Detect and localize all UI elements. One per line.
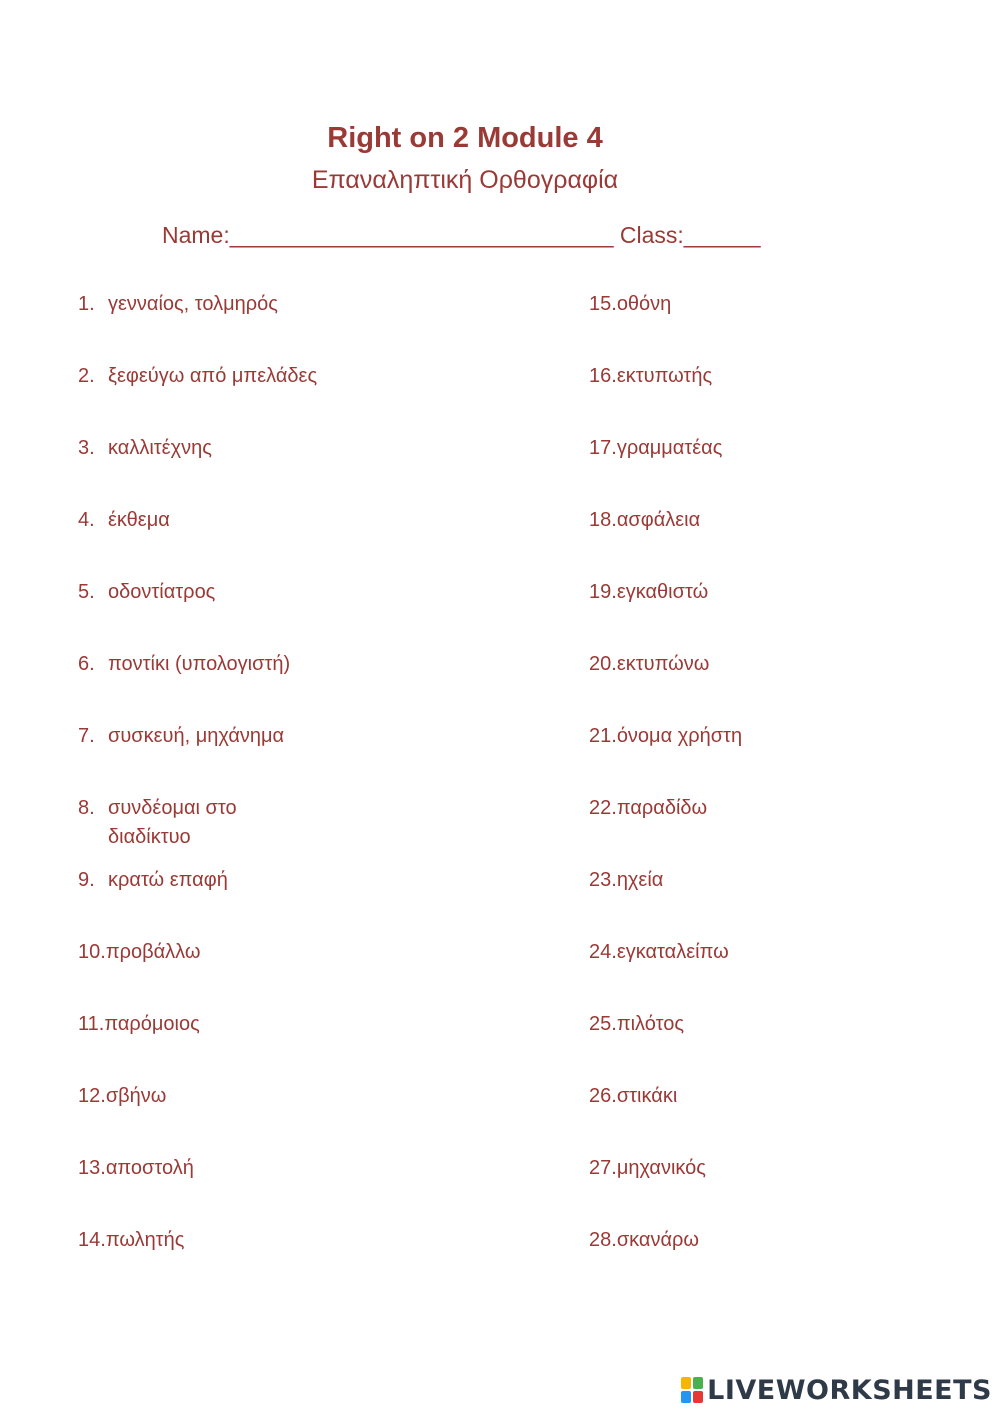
item-number: 22. <box>589 797 617 819</box>
item-text: ξεφεύγω από μπελάδες <box>108 365 318 387</box>
logo-text: LIVEWORKSHEETS <box>707 1374 992 1406</box>
item-number: 8. <box>78 797 95 819</box>
logo-mark-icon <box>681 1377 703 1403</box>
item-number: 21. <box>589 725 617 747</box>
list-item <box>78 362 498 434</box>
item-text: προβάλλω <box>105 941 201 963</box>
item-number: 19. <box>589 581 617 603</box>
item-number: 25. <box>589 1013 617 1035</box>
item-number: 6. <box>78 653 95 675</box>
item-number: 20. <box>589 653 617 675</box>
item-text: συνδέομαι στο διαδίκτυο <box>108 797 237 848</box>
item-text: οθόνη <box>616 293 672 315</box>
list-item <box>589 362 1000 434</box>
item-text: εκτυπωτής <box>616 365 713 387</box>
item-number: 11. <box>78 1013 105 1035</box>
item-text: γραμματέας <box>616 437 723 459</box>
item-number: 2. <box>78 365 95 387</box>
list-item <box>78 506 498 578</box>
list-item <box>78 434 498 506</box>
list-item <box>589 1010 1000 1082</box>
list-item <box>589 434 1000 506</box>
item-text: όνομα χρήστη <box>616 725 743 747</box>
item-number: 4. <box>78 509 95 531</box>
item-number: 9. <box>78 869 95 891</box>
right-word-list <box>589 290 1000 1298</box>
list-item <box>78 722 498 794</box>
item-text: εγκαταλείπω <box>616 941 729 963</box>
item-number: 12. <box>78 1085 106 1107</box>
item-number: 28. <box>589 1229 617 1251</box>
item-text: παρόμοιος <box>104 1013 200 1035</box>
item-text: γενναίος, τολμηρός <box>108 293 278 315</box>
list-item <box>589 578 1000 650</box>
list-item <box>589 1082 1000 1154</box>
item-text: σβήνω <box>105 1085 167 1107</box>
item-text: οδοντίατρος <box>108 581 216 603</box>
item-text: ασφάλεια <box>616 509 701 531</box>
item-number: 26. <box>589 1085 617 1107</box>
list-item <box>589 866 1000 938</box>
list-item <box>589 1154 1000 1226</box>
name-class-line: Name:______________________________ Class:______ <box>162 222 761 248</box>
item-number: 7. <box>78 725 95 747</box>
list-item <box>78 938 498 1010</box>
list-item <box>78 866 498 938</box>
item-text: αποστολή <box>105 1157 194 1179</box>
list-item <box>589 938 1000 1010</box>
item-number: 24. <box>589 941 617 963</box>
list-item <box>589 1226 1000 1298</box>
item-number: 16. <box>589 365 617 387</box>
item-text: εκτυπώνω <box>616 653 710 675</box>
item-text: σκανάρω <box>616 1229 700 1251</box>
list-item <box>78 290 498 362</box>
worksheet-subtitle: Επαναληπτική Ορθογραφία <box>311 166 619 194</box>
worksheet-title: Right on 2 Module 4 <box>327 122 603 154</box>
item-text: ποντίκι (υπολογιστή) <box>108 653 291 675</box>
list-item <box>78 650 498 722</box>
list-item <box>589 650 1000 722</box>
item-number: 13. <box>78 1157 106 1179</box>
list-item <box>78 1010 498 1082</box>
list-item <box>78 794 498 866</box>
item-number: 23. <box>589 869 617 891</box>
item-number: 15. <box>589 293 617 315</box>
item-number: 14. <box>78 1229 106 1251</box>
item-number: 17. <box>589 437 617 459</box>
item-number: 18. <box>589 509 617 531</box>
list-item <box>78 1082 498 1154</box>
item-number: 3. <box>78 437 95 459</box>
item-text: πωλητής <box>105 1229 185 1251</box>
liveworksheets-logo <box>681 1373 992 1407</box>
item-number: 1. <box>78 293 95 315</box>
item-text: παραδίδω <box>616 797 708 819</box>
list-item <box>78 1154 498 1226</box>
item-text: μηχανικός <box>616 1157 706 1179</box>
list-item <box>589 290 1000 362</box>
item-text: συσκευή, μηχάνημα <box>108 725 285 747</box>
item-number: 27. <box>589 1157 617 1179</box>
item-text: στικάκι <box>616 1085 678 1107</box>
item-number: 10. <box>78 941 106 963</box>
left-word-list <box>78 290 498 1298</box>
item-text: πιλότος <box>616 1013 684 1035</box>
item-text: ηχεία <box>616 869 664 891</box>
item-text: κρατώ επαφή <box>108 869 228 891</box>
list-item <box>78 1226 498 1298</box>
item-text: έκθεμα <box>108 509 170 531</box>
item-text: εγκαθιστώ <box>616 581 709 603</box>
list-item <box>589 722 1000 794</box>
item-text: καλλιτέχνης <box>108 437 212 459</box>
list-item <box>589 506 1000 578</box>
list-item <box>78 578 498 650</box>
list-item <box>589 794 1000 866</box>
item-number: 5. <box>78 581 95 603</box>
